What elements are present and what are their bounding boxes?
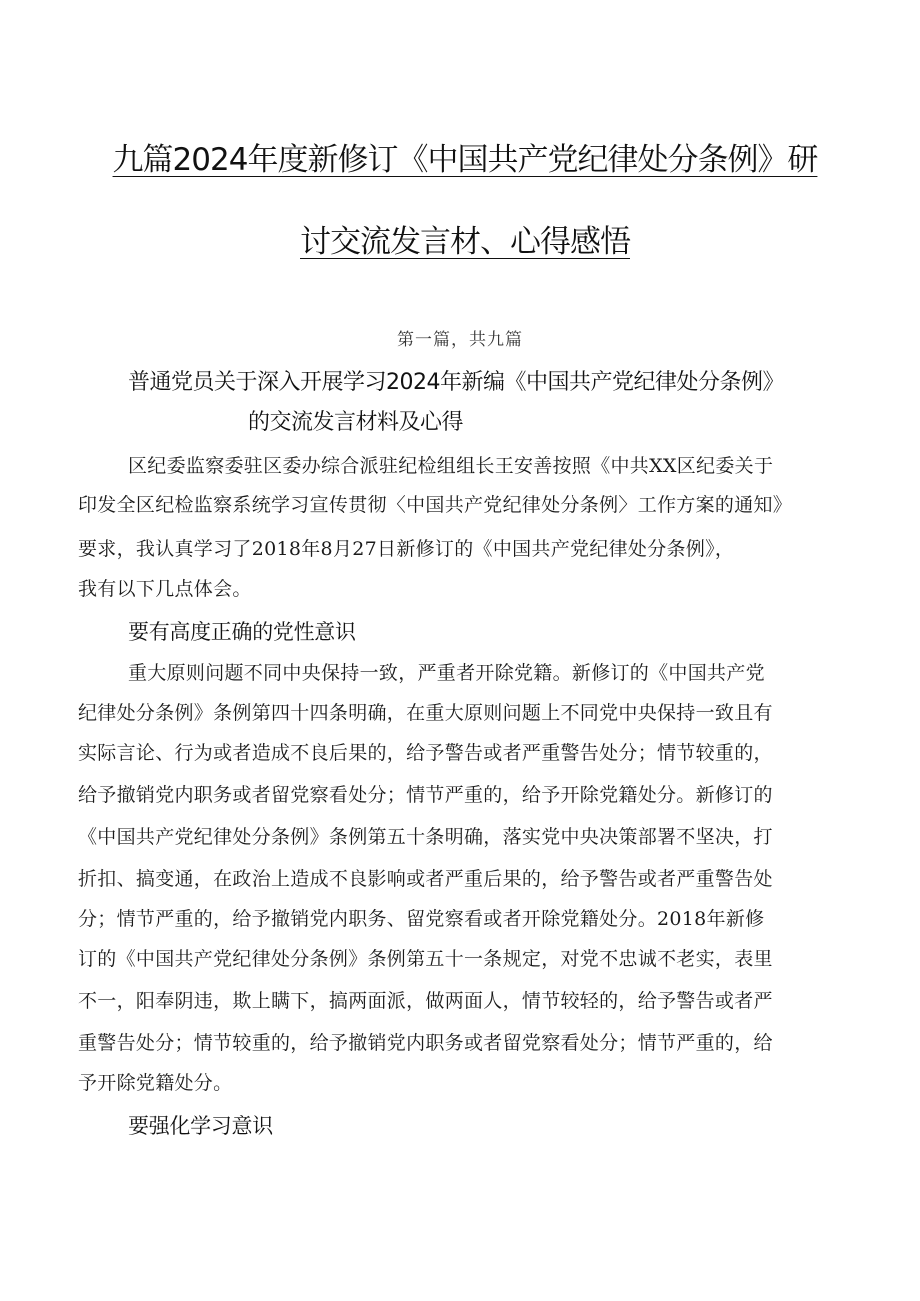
intro-line-3: 要求，我认真学习了2018年8月27日新修订的《中国共产党纪律处分条例》， [78, 538, 735, 560]
intro-line-1: 区纪委监察委驻区委办综合派驻纪检组组长王安善按照《中共XX区纪委关于 [128, 455, 774, 477]
section1-line-5: 《中国共产党纪律处分条例》条例第五十条明确，落实党中央决策部署不坚决，打 [78, 826, 773, 848]
document-title-line-2: 讨交流发言材、心得感悟 [300, 224, 630, 260]
section-heading-1: 要有高度正确的党性意识 [128, 620, 356, 644]
section1-line-4: 给予撤销党内职务或者留党察看处分；情节严重的，给予开除党籍处分。新修订的 [78, 784, 773, 806]
section1-line-11: 予开除党籍处分。 [78, 1072, 233, 1094]
section1-line-3: 实际言论、行为或者造成不良后果的，给予警告或者严重警告处分；情节较重的， [78, 742, 773, 764]
section1-line-1: 重大原则问题不同中央保持一致，严重者开除党籍。新修订的《中国共产党 [128, 662, 765, 684]
article-title-line-2: 的交流发言材料及心得 [248, 410, 464, 435]
article-title-line-1: 普通党员关于深入开展学习2024年新编《中国共产党纪律处分条例》 [128, 370, 784, 395]
intro-line-2: 印发全区纪检监察系统学习宣传贯彻〈中国共产党纪律处分条例〉工作方案的通知》 [78, 494, 793, 516]
section1-line-6: 折扣、搞变通，在政治上造成不良影响或者严重后果的，给予警告或者严重警告处 [78, 868, 773, 890]
section1-line-7: 分；情节严重的，给予撤销党内职务、留党察看或者开除党籍处分。2018年新修 [78, 908, 765, 930]
section1-line-8: 订的《中国共产党纪律处分条例》条例第五十一条规定，对党不忠诚不老实，表里 [78, 948, 773, 970]
section1-line-2: 纪律处分条例》条例第四十四条明确，在重大原则问题上不同党中央保持一致且有 [78, 702, 773, 724]
section1-line-10: 重警告处分；情节较重的，给予撤销党内职务或者留党察看处分；情节严重的，给 [78, 1032, 773, 1054]
intro-line-4: 我有以下几点体会。 [78, 578, 252, 600]
part-label: 第一篇，共九篇 [397, 330, 523, 350]
section1-line-9: 不一，阳奉阴违，欺上瞒下，搞两面派，做两面人，情节较轻的，给予警告或者严 [78, 990, 773, 1012]
section-heading-2: 要强化学习意识 [128, 1114, 273, 1138]
document-title-line-1: 九篇2024年度新修订《中国共产党纪律处分条例》研 [112, 142, 818, 178]
